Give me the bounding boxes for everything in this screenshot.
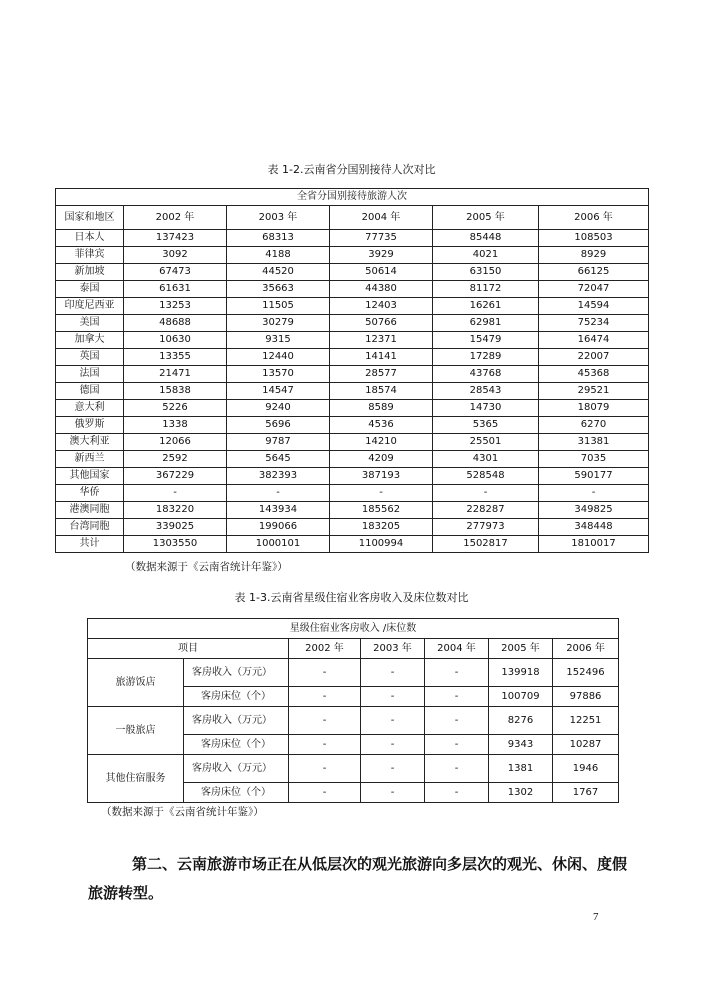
table2-header-cell: 2002 年 bbox=[289, 639, 361, 659]
visitor-count-cell: 528548 bbox=[433, 468, 539, 485]
visitor-count-cell: 62981 bbox=[433, 315, 539, 332]
table1-header-cell: 2004 年 bbox=[330, 206, 433, 230]
visitor-count-cell: 5696 bbox=[227, 417, 330, 434]
visitor-count-cell: 5226 bbox=[124, 400, 227, 417]
value-cell: - bbox=[361, 707, 425, 735]
value-cell: - bbox=[425, 755, 489, 783]
table2-header-cell: 2004 年 bbox=[425, 639, 489, 659]
table1-header-cell: 国家和地区 bbox=[56, 206, 124, 230]
table1-caption: 表 1-2.云南省分国别接待人次对比 bbox=[267, 163, 436, 176]
visitor-count-cell: 30279 bbox=[227, 315, 330, 332]
value-cell: 9343 bbox=[489, 735, 553, 755]
visitor-count-cell: 1338 bbox=[124, 417, 227, 434]
value-cell: 152496 bbox=[553, 659, 619, 687]
value-cell: 1767 bbox=[553, 783, 619, 803]
visitor-count-cell: 3092 bbox=[124, 247, 227, 264]
visitor-count-cell: 63150 bbox=[433, 264, 539, 281]
visitor-count-cell: 12371 bbox=[330, 332, 433, 349]
value-cell: - bbox=[361, 755, 425, 783]
visitor-count-cell: 4536 bbox=[330, 417, 433, 434]
value-cell: 1381 bbox=[489, 755, 553, 783]
visitor-count-cell: 18079 bbox=[539, 400, 649, 417]
table-row bbox=[56, 298, 649, 315]
visitor-count-cell: 12440 bbox=[227, 349, 330, 366]
table-row bbox=[56, 536, 649, 553]
region-name-cell: 泰国 bbox=[56, 281, 124, 298]
table2-source-note: （数据来源于《云南省统计年鉴》） bbox=[101, 806, 264, 818]
metric-label-cell: 客房床位（个） bbox=[184, 687, 289, 707]
metric-label-cell: 客房床位（个） bbox=[184, 783, 289, 803]
visitor-count-cell: 15838 bbox=[124, 383, 227, 400]
visitor-count-cell: 199066 bbox=[227, 519, 330, 536]
visitor-count-cell: - bbox=[539, 485, 649, 502]
visitor-count-cell: 66125 bbox=[539, 264, 649, 281]
value-cell: 1946 bbox=[553, 755, 619, 783]
table-row bbox=[88, 707, 619, 735]
value-cell: 1302 bbox=[489, 783, 553, 803]
table1-source-note: （数据来源于《云南省统计年鉴》） bbox=[125, 561, 288, 573]
table1-header-cell: 2002 年 bbox=[124, 206, 227, 230]
visitor-count-cell: 28543 bbox=[433, 383, 539, 400]
visitor-count-cell: 4301 bbox=[433, 451, 539, 468]
table-row bbox=[88, 755, 619, 783]
region-name-cell: 俄罗斯 bbox=[56, 417, 124, 434]
section-heading: 第二、云南旅游市场正在从低层次的观光旅游向多层次的观光、休闲、度假旅游转型。 bbox=[88, 855, 628, 902]
table1-header-cell: 2006 年 bbox=[539, 206, 649, 230]
visitor-count-cell: 4188 bbox=[227, 247, 330, 264]
value-cell: 100709 bbox=[489, 687, 553, 707]
metric-label-cell: 客房收入（万元） bbox=[184, 707, 289, 735]
visitor-count-cell: 15479 bbox=[433, 332, 539, 349]
visitor-count-cell: 1502817 bbox=[433, 536, 539, 553]
visitor-count-cell: 1810017 bbox=[539, 536, 649, 553]
region-name-cell: 澳大利亚 bbox=[56, 434, 124, 451]
visitor-count-cell: 13355 bbox=[124, 349, 227, 366]
visitor-count-cell: 12066 bbox=[124, 434, 227, 451]
visitor-count-cell: 387193 bbox=[330, 468, 433, 485]
value-cell: - bbox=[425, 659, 489, 687]
lodging-revenue-table bbox=[87, 618, 619, 803]
visitor-count-cell: 1100994 bbox=[330, 536, 433, 553]
visitor-count-cell: 28577 bbox=[330, 366, 433, 383]
table-row bbox=[56, 519, 649, 536]
visitor-count-cell: 9240 bbox=[227, 400, 330, 417]
table2-header-row bbox=[88, 639, 619, 659]
value-cell: - bbox=[289, 659, 361, 687]
visitor-count-cell: 183205 bbox=[330, 519, 433, 536]
visitor-count-cell: 349825 bbox=[539, 502, 649, 519]
visitor-count-cell: 13253 bbox=[124, 298, 227, 315]
visitor-count-cell: 45368 bbox=[539, 366, 649, 383]
visitor-count-cell: 50766 bbox=[330, 315, 433, 332]
visitor-count-cell: 17289 bbox=[433, 349, 539, 366]
value-cell: - bbox=[289, 707, 361, 735]
table1-header-row bbox=[56, 206, 649, 230]
category-cell: 其他住宿服务 bbox=[88, 755, 184, 803]
visitor-count-cell: 5645 bbox=[227, 451, 330, 468]
visitor-count-cell: 14547 bbox=[227, 383, 330, 400]
value-cell: - bbox=[425, 707, 489, 735]
visitor-count-cell: 14594 bbox=[539, 298, 649, 315]
visitor-count-cell: 5365 bbox=[433, 417, 539, 434]
visitor-count-cell: 16474 bbox=[539, 332, 649, 349]
metric-label-cell: 客房床位（个） bbox=[184, 735, 289, 755]
visitor-count-cell: 3929 bbox=[330, 247, 433, 264]
visitor-count-cell: 1303550 bbox=[124, 536, 227, 553]
visitor-count-cell: 61631 bbox=[124, 281, 227, 298]
table1-title: 全省分国别接待旅游人次 bbox=[56, 189, 649, 206]
visitor-count-cell: 2592 bbox=[124, 451, 227, 468]
visitor-count-cell: 11505 bbox=[227, 298, 330, 315]
visitor-count-cell: 12403 bbox=[330, 298, 433, 315]
visitor-count-cell: 18574 bbox=[330, 383, 433, 400]
table2-header-cell: 项目 bbox=[88, 639, 289, 659]
region-name-cell: 美国 bbox=[56, 315, 124, 332]
visitors-by-country-table bbox=[55, 188, 649, 553]
region-name-cell: 英国 bbox=[56, 349, 124, 366]
region-name-cell: 新加坡 bbox=[56, 264, 124, 281]
visitor-count-cell: 50614 bbox=[330, 264, 433, 281]
table-row bbox=[56, 366, 649, 383]
table-row bbox=[56, 417, 649, 434]
table-row bbox=[56, 349, 649, 366]
visitor-count-cell: 22007 bbox=[539, 349, 649, 366]
value-cell: - bbox=[289, 735, 361, 755]
visitor-count-cell: 13570 bbox=[227, 366, 330, 383]
visitor-count-cell: 590177 bbox=[539, 468, 649, 485]
table-row bbox=[56, 247, 649, 264]
visitor-count-cell: 48688 bbox=[124, 315, 227, 332]
visitor-count-cell: 137423 bbox=[124, 230, 227, 247]
visitor-count-cell: 31381 bbox=[539, 434, 649, 451]
table1-header-cell: 2005 年 bbox=[433, 206, 539, 230]
visitor-count-cell: 68313 bbox=[227, 230, 330, 247]
table2-header-cell: 2003 年 bbox=[361, 639, 425, 659]
value-cell: - bbox=[425, 687, 489, 707]
value-cell: - bbox=[425, 783, 489, 803]
category-cell: 一般旅店 bbox=[88, 707, 184, 755]
value-cell: - bbox=[361, 783, 425, 803]
visitor-count-cell: 44380 bbox=[330, 281, 433, 298]
visitor-count-cell: 25501 bbox=[433, 434, 539, 451]
value-cell: 97886 bbox=[553, 687, 619, 707]
region-name-cell: 加拿大 bbox=[56, 332, 124, 349]
region-name-cell: 共计 bbox=[56, 536, 124, 553]
visitor-count-cell: 75234 bbox=[539, 315, 649, 332]
visitor-count-cell: 14210 bbox=[330, 434, 433, 451]
visitor-count-cell: 9787 bbox=[227, 434, 330, 451]
visitor-count-cell: 367229 bbox=[124, 468, 227, 485]
visitor-count-cell: - bbox=[330, 485, 433, 502]
visitor-count-cell: 14141 bbox=[330, 349, 433, 366]
table-row bbox=[56, 281, 649, 298]
region-name-cell: 意大利 bbox=[56, 400, 124, 417]
region-name-cell: 港澳同胞 bbox=[56, 502, 124, 519]
region-name-cell: 菲律宾 bbox=[56, 247, 124, 264]
visitor-count-cell: 77735 bbox=[330, 230, 433, 247]
value-cell: - bbox=[361, 735, 425, 755]
visitor-count-cell: - bbox=[124, 485, 227, 502]
page-number: 7 bbox=[593, 911, 599, 923]
table-row bbox=[56, 485, 649, 502]
value-cell: - bbox=[425, 735, 489, 755]
value-cell: 8276 bbox=[489, 707, 553, 735]
table-row bbox=[56, 434, 649, 451]
visitor-count-cell: 72047 bbox=[539, 281, 649, 298]
table-row bbox=[56, 468, 649, 485]
visitor-count-cell: 21471 bbox=[124, 366, 227, 383]
table-row bbox=[56, 400, 649, 417]
visitor-count-cell: 143934 bbox=[227, 502, 330, 519]
table-row bbox=[56, 383, 649, 400]
table-row bbox=[56, 315, 649, 332]
visitor-count-cell: 81172 bbox=[433, 281, 539, 298]
visitor-count-cell: 4209 bbox=[330, 451, 433, 468]
visitor-count-cell: 8929 bbox=[539, 247, 649, 264]
table2-title: 星级住宿业客房收入 /床位数 bbox=[88, 619, 619, 639]
table2-header-cell: 2006 年 bbox=[553, 639, 619, 659]
region-name-cell: 印度尼西亚 bbox=[56, 298, 124, 315]
value-cell: 10287 bbox=[553, 735, 619, 755]
visitor-count-cell: 35663 bbox=[227, 281, 330, 298]
region-name-cell: 台湾同胞 bbox=[56, 519, 124, 536]
visitor-count-cell: 228287 bbox=[433, 502, 539, 519]
category-cell: 旅游饭店 bbox=[88, 659, 184, 707]
visitor-count-cell: 8589 bbox=[330, 400, 433, 417]
region-name-cell: 其他国家 bbox=[56, 468, 124, 485]
visitor-count-cell: 85448 bbox=[433, 230, 539, 247]
value-cell: 12251 bbox=[553, 707, 619, 735]
value-cell: - bbox=[289, 687, 361, 707]
table-row bbox=[56, 264, 649, 281]
metric-label-cell: 客房收入（万元） bbox=[184, 755, 289, 783]
visitor-count-cell: 16261 bbox=[433, 298, 539, 315]
visitor-count-cell: 43768 bbox=[433, 366, 539, 383]
region-name-cell: 德国 bbox=[56, 383, 124, 400]
visitor-count-cell: 7035 bbox=[539, 451, 649, 468]
visitor-count-cell: 4021 bbox=[433, 247, 539, 264]
table1-header-cell: 2003 年 bbox=[227, 206, 330, 230]
visitor-count-cell: 348448 bbox=[539, 519, 649, 536]
visitor-count-cell: 339025 bbox=[124, 519, 227, 536]
visitor-count-cell: 1000101 bbox=[227, 536, 330, 553]
visitor-count-cell: 67473 bbox=[124, 264, 227, 281]
region-name-cell: 新西兰 bbox=[56, 451, 124, 468]
value-cell: - bbox=[289, 783, 361, 803]
visitor-count-cell: 108503 bbox=[539, 230, 649, 247]
table-row bbox=[56, 451, 649, 468]
table-row bbox=[56, 332, 649, 349]
table2-caption: 表 1-3.云南省星级住宿业客房收入及床位数对比 bbox=[234, 591, 469, 604]
table-row bbox=[88, 659, 619, 687]
visitor-count-cell: 9315 bbox=[227, 332, 330, 349]
visitor-count-cell: 382393 bbox=[227, 468, 330, 485]
value-cell: - bbox=[289, 755, 361, 783]
value-cell: - bbox=[361, 687, 425, 707]
visitor-count-cell: - bbox=[433, 485, 539, 502]
region-name-cell: 法国 bbox=[56, 366, 124, 383]
visitor-count-cell: 44520 bbox=[227, 264, 330, 281]
visitor-count-cell: 183220 bbox=[124, 502, 227, 519]
visitor-count-cell: 10630 bbox=[124, 332, 227, 349]
metric-label-cell: 客房收入（万元） bbox=[184, 659, 289, 687]
value-cell: 139918 bbox=[489, 659, 553, 687]
visitor-count-cell: - bbox=[227, 485, 330, 502]
visitor-count-cell: 185562 bbox=[330, 502, 433, 519]
visitor-count-cell: 277973 bbox=[433, 519, 539, 536]
region-name-cell: 日本人 bbox=[56, 230, 124, 247]
region-name-cell: 华侨 bbox=[56, 485, 124, 502]
visitor-count-cell: 14730 bbox=[433, 400, 539, 417]
visitor-count-cell: 29521 bbox=[539, 383, 649, 400]
table2-header-cell: 2005 年 bbox=[489, 639, 553, 659]
table-row bbox=[56, 502, 649, 519]
value-cell: - bbox=[361, 659, 425, 687]
visitor-count-cell: 6270 bbox=[539, 417, 649, 434]
table-row bbox=[56, 230, 649, 247]
